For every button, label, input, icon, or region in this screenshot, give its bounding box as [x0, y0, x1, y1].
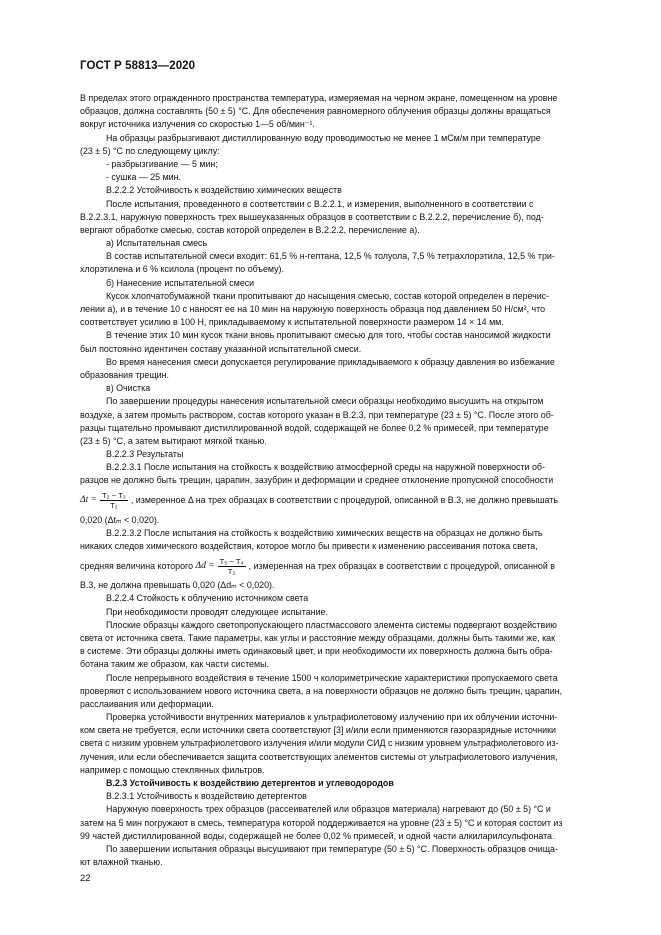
text-line: расслаивания или деформации. — [80, 698, 214, 709]
text-line: лучения, или если обеспечивается защита соответствующих элементов системы от ультрафиолетового излучения, — [80, 751, 558, 762]
formula-numerator: T₂ − T₃ — [102, 491, 126, 501]
text-line: Наружную поверхность трех образцов (рассеивателей или образцов материала) нагревают до (50 ± 5) °С и — [106, 804, 551, 815]
text-line: никаких следов химического воздействия, которое могло бы привести к изменению рассеивания потока света, — [80, 541, 538, 551]
text-line: По завершении процедуры нанесения испытательной смеси образцы необходимо высушить на открытом — [106, 396, 544, 407]
text-line: В.2.2.3.1 После испытания на стойкость к воздействию атмосферной среды на наружной поверхности об- — [106, 462, 545, 473]
formula-pre-text: средняя величина которого — [80, 560, 194, 571]
text-line: Во время нанесения смеси допускается регулирование прикладываемого к образцу давления во избежание — [106, 356, 555, 367]
section-heading: В.2.2.4 Стойкость к облучению источником света — [106, 593, 309, 604]
document-body — [80, 92, 587, 869]
text-line: света с низким уровнем ультрафиолетового излучения и/или модули СИД с низким уровнем ультрафиолетового из- — [80, 738, 559, 749]
formula-lhs: Δd = — [195, 560, 215, 571]
text-line: вокруг источника излучения со скоростью 1—5 об/мин⁻¹. — [80, 119, 315, 130]
formula-fraction — [100, 491, 128, 510]
text-line: В.2.2.3.1, наружную поверхность трех вышеуказанных образцов в соответствии с В.2.2.2, перечисление б), под- — [80, 211, 544, 222]
text-line: ботана таким же образом, как части системы. — [80, 659, 269, 670]
page-number: 22 — [80, 873, 91, 884]
document-header: ГОСТ Р 58813—2020 — [80, 60, 196, 72]
text-line: При необходимости проводят следующее испытание. — [106, 606, 328, 617]
text-line: 99 частей дистиллированной воды, содержащей не более 0,02 % примесей, и одной части алкиларилсульфоната. — [80, 830, 555, 841]
text-line: лении а), и в течение 10 с наносят ее на 10 мин на наружную поверхность образца под давлением 50 Н/см², что — [80, 304, 546, 314]
list-item: а) Испытательная смесь — [106, 238, 208, 249]
list-item: в) Очистка — [106, 383, 151, 394]
text-line: хлорэтилена и 6 % ксилола (процент по объему). — [80, 264, 284, 275]
formula-text: , измеренная на трех образцах в соответствии с процедурой, описанной в — [248, 560, 555, 571]
text-line: соответствует усилию в 100 Н, прикладываемому к испытательной поверхности размером 14 × 14 мм. — [80, 317, 504, 328]
formula-denominator: T₂ — [227, 566, 236, 576]
text-line: например с помощью стеклянных фильтров. — [80, 764, 265, 775]
text-line: После непрерывного воздействия в течение 1500 ч колориметрические характеристики пропускаемого света — [106, 672, 558, 683]
text-line: разцов не должно быть трещин, царапин, зазубрин и деформации и среднее отклонение пропускной способности — [80, 475, 554, 486]
list-item: б) Нанесение испытательной смеси — [106, 277, 255, 288]
text-line: воздухе, а затем промыть раствором, состав которого указан в В.2.3, при температуре (23 ± 5) °С. После этого об- — [80, 409, 554, 420]
text-line: разцы тщательно промывают дистиллированной водой, содержащей не более 0,2 % примесей, при температуре — [80, 422, 549, 433]
text-line: был постоянно идентичен составу указанной испытательной смеси. — [80, 343, 362, 354]
text-line: (23 ± 5) °С по следующему циклу: — [80, 145, 220, 156]
formula-delta-d — [80, 553, 587, 579]
text-line: затем на 5 мин погружают в смесь, температура которой поддерживается на уровне (23 ± 5) °С и которая состоит из — [80, 817, 563, 828]
section-heading: В.2.2.2 Устойчивость к воздействию химических веществ — [106, 185, 342, 196]
formula-delta-t — [80, 488, 587, 514]
text-line: После испытания, проведенного в соответствии с В.2.2.1, и измерения, выполненного в соответствии с — [106, 198, 534, 209]
formula-text: , измеренное Δ на трех образцах в соответствии с процедурой, описанной в В.3, не должно превышать — [130, 495, 558, 506]
text-line: По завершении испытания образцы высушивают при температуре (50 ± 5) °С. Поверхность образцов очища- — [106, 843, 558, 854]
text-line: На образцы разбрызгивают дистиллированную воду проводимостью не менее 1 мСм/м при температуре — [106, 132, 541, 143]
text-line: образования трещин. — [80, 369, 169, 380]
text-line: ют влажной тканью. — [80, 857, 163, 868]
text-line: Плоские образцы каждого светопропускающего пластмассового элемента системы подвергают воздействию — [106, 619, 557, 630]
text-line: В состав испытательной смеси входит: 61,5 % н-гептана, 12,5 % толуола, 7,5 % тетрахлорэтила, 12,5 % три- — [106, 251, 555, 262]
text-line: ком света не требуется, если источники света соответствуют [3] и/или если применяются газоразрядные источники — [80, 725, 556, 736]
section-heading: В.2.3.1 Устойчивость к воздействию детергентов — [106, 791, 307, 802]
formula-numerator: T₅ − T₄ — [219, 556, 244, 566]
text-line: в системе. Эти образцы должны иметь одинаковый цвет, и при необходимости их поверхность должна быть обра- — [80, 646, 553, 657]
formula-lhs: Δt = — [80, 495, 98, 506]
section-heading: В.2.2.3 Результаты — [106, 449, 184, 460]
list-item: - сушка — 25 мин. — [106, 172, 182, 183]
text-line: вергают обработке смесью, состав которой определен в В.2.2.2, перечисление а). — [80, 224, 420, 235]
text-line: 0,020 (Δtₘ < 0,020). — [80, 514, 160, 525]
formula-denominator: T₂ — [110, 501, 118, 511]
text-line: В течение этих 10 мин кусок ткани вновь пропитывают смесью для того, чтобы состав наносимой жидкости — [106, 330, 551, 341]
text-line: образцов, должна составлять (50 ± 5) °С. Для обеспечения равномерного облучения образцы должны вращаться — [80, 106, 551, 117]
text-line: В.3, не должна превышать 0,020 (Δdₘ < 0,020). — [80, 580, 275, 591]
text-line: В пределах этого огражденного пространства температура, измеряемая на черном экране, помещенном на уровне — [80, 93, 558, 103]
text-line: проверяют с использованием нового источника света, а на поверхности образцов не должно быть трещин, царапин, — [80, 685, 563, 696]
section-heading-bold: В.2.3 Устойчивость к воздействию детергентов и углеводородов — [106, 778, 394, 788]
formula-fraction — [218, 557, 246, 576]
text-line: Кусок хлопчатобумажной ткани пропитывают до насыщения смесью, состав которой определен в перечис- — [106, 290, 550, 301]
text-line: света от источника света. Такие параметры, как углы и расстояние между образцами, должны быть такими же, как — [80, 632, 555, 643]
text-line: Проверка устойчивости внутренних материалов к ультрафиолетовому излучению при их облучении источни- — [106, 712, 558, 723]
list-item: - разбрызгивание — 5 мин; — [106, 158, 218, 169]
text-line: В.2.2.3.2 После испытания на стойкость к воздействию химических веществ на образцах не должно быть — [106, 527, 543, 538]
text-line: (23 ± 5) °С, а затем вытирают мягкой тканью. — [80, 435, 267, 446]
